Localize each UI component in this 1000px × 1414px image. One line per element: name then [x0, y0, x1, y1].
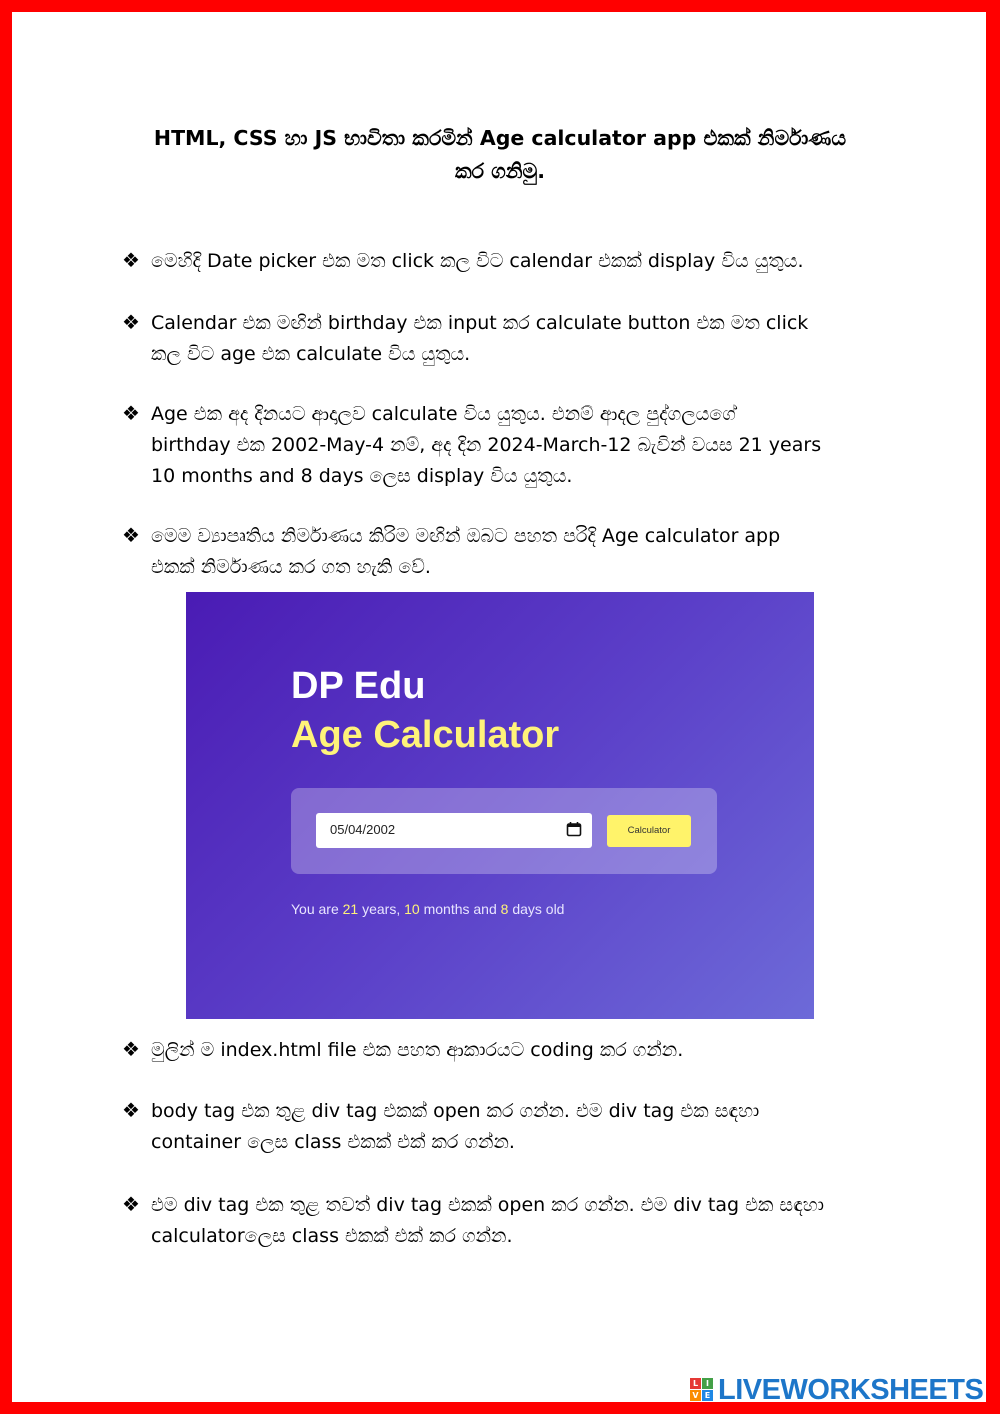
logo-letter: L	[690, 1378, 701, 1389]
date-picker-input	[316, 813, 592, 848]
instruction-line: මුලින් ම index.html file එක පහත ආකාරයට coding කර ගන්න.	[151, 1039, 684, 1061]
title-line-1: HTML, CSS හා JS භාවිතා කරමින් Age calculator app එකක් නිර්මාණය	[153, 126, 847, 150]
instruction-item	[122, 399, 882, 492]
logo-text: LIVEWORKSHEETS	[718, 1374, 984, 1406]
logo-letter: E	[702, 1390, 713, 1401]
instruction-line: Calendar එක මඟින් birthday එක input කර calculate button එක මත click	[151, 312, 809, 334]
calculator-button: Calculator	[607, 815, 691, 847]
bullet-diamond-icon: ❖	[122, 248, 140, 272]
logo-grid-icon	[690, 1378, 714, 1402]
result-months: 10	[404, 901, 420, 917]
bullet-diamond-icon: ❖	[122, 1192, 140, 1216]
liveworksheets-logo[interactable]	[690, 1373, 990, 1407]
instruction-line: මෙහිදි Date picker එක මත click කල විට calendar එකක් display විය යුතුය.	[151, 250, 804, 272]
instruction-line: 10 months and 8 days ලෙස display විය යුතුය.	[151, 465, 573, 487]
result-months-label: months and	[419, 901, 501, 917]
logo-letter: V	[690, 1390, 701, 1401]
instruction-text	[151, 521, 882, 583]
instruction-item	[122, 521, 882, 583]
instruction-line: container ලෙස class එකක් එක් කර ගන්න.	[151, 1131, 515, 1153]
instruction-item	[122, 1035, 882, 1066]
instruction-line: birthday එක 2002-May-4 නම්, අද දින 2024-March-12 බැවින් වයස 21 years	[151, 434, 822, 456]
instruction-line: Age එක අද දිනයට ආදාලව calculate විය යුතුය. එනම් ආදල පුද්ගලයගේ	[151, 403, 736, 425]
result-years-label: years,	[358, 901, 405, 917]
instruction-item	[122, 1190, 882, 1252]
instruction-text	[151, 246, 882, 277]
instruction-text	[151, 1035, 882, 1066]
result-years: 21	[342, 901, 359, 917]
instruction-line: body tag එක තුළ div tag එකක් open කර ගන්න. එම div tag එක සඳහා	[151, 1100, 760, 1122]
instruction-item	[122, 246, 882, 277]
bullet-diamond-icon: ❖	[122, 401, 140, 425]
logo-letter: I	[702, 1378, 713, 1389]
instruction-text	[151, 399, 882, 492]
result-prefix: You are	[291, 901, 343, 917]
calendar-icon	[566, 821, 582, 837]
instruction-text	[151, 308, 882, 370]
date-value: 05/04/2002	[330, 822, 396, 837]
instruction-line: කල විට age එක calculate විය යුතුය.	[151, 343, 471, 365]
bullet-diamond-icon: ❖	[122, 310, 140, 334]
title-line-2: කර ගනිමු.	[455, 159, 545, 183]
age-result	[291, 901, 564, 917]
result-days: 8	[500, 901, 509, 917]
instruction-line: මෙම ව්‍යාපෘතිය නිර්මාණය කිරිම මඟින් ඔබට පහත පරිදි Age calculator app	[151, 525, 781, 547]
page-title	[110, 122, 890, 188]
instruction-line: calculatorලෙස class එකක් එක් කර ගන්න.	[151, 1225, 513, 1247]
bullet-diamond-icon: ❖	[122, 1037, 140, 1061]
instruction-line: එකක් නිර්මාණය කර ගත හැකි වේ.	[151, 556, 431, 578]
instruction-item	[122, 308, 882, 370]
age-calculator-preview-image	[186, 592, 814, 1019]
instruction-line: එම div tag එක තුළ තවත් div tag එකක් open කර ගන්න. එම div tag එක සඳහා	[151, 1194, 824, 1216]
app-heading: DP Edu	[291, 665, 426, 707]
bullet-diamond-icon: ❖	[122, 1098, 140, 1122]
app-subheading: Age Calculator	[291, 714, 560, 756]
instruction-text	[151, 1096, 882, 1158]
result-days-label: days old	[508, 901, 565, 917]
bullet-diamond-icon: ❖	[122, 523, 140, 547]
calculator-panel	[291, 788, 717, 874]
instruction-text	[151, 1190, 882, 1252]
instruction-item	[122, 1096, 882, 1158]
